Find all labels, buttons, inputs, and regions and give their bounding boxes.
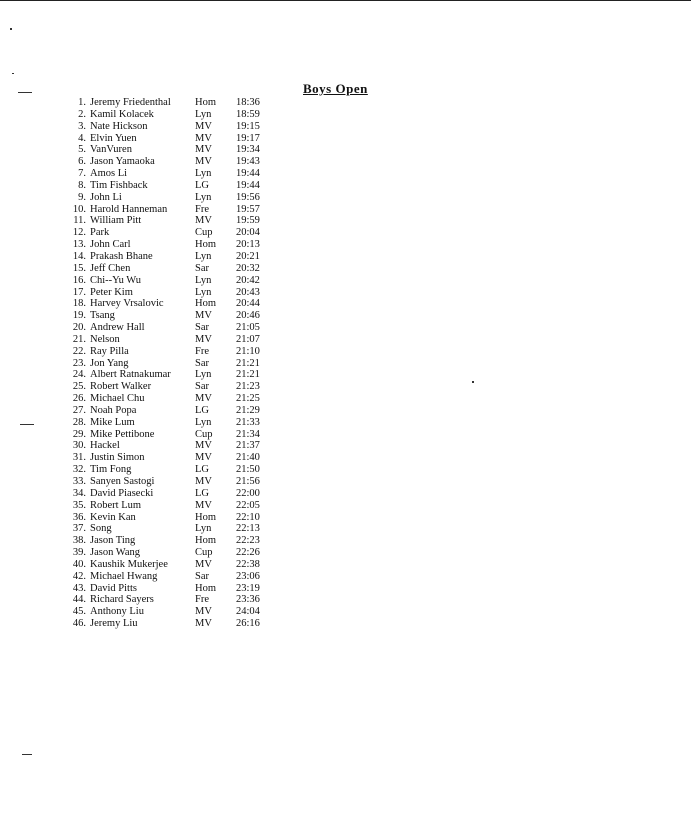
finish-time: 20:13 xyxy=(236,239,260,251)
place: 19. xyxy=(72,310,86,322)
place: 34. xyxy=(72,487,86,499)
page-title: Boys Open xyxy=(303,81,368,96)
finish-time: 19:43 xyxy=(236,156,260,168)
result-row xyxy=(66,156,296,168)
runner-name: Andrew Hall xyxy=(90,322,145,334)
runner-name: John Carl xyxy=(90,239,131,251)
result-row xyxy=(66,559,296,571)
school-code: MV xyxy=(195,499,212,511)
place: 5. xyxy=(78,144,86,156)
runner-name: Robert Lum xyxy=(90,499,142,511)
school-code: MV xyxy=(195,476,212,487)
place: 17. xyxy=(72,286,86,298)
school-code: Fre xyxy=(195,594,209,606)
finish-time: 21:05 xyxy=(236,322,260,334)
place: 9. xyxy=(78,191,86,203)
result-row xyxy=(66,97,296,109)
finish-time: 22:10 xyxy=(236,511,260,523)
school-code: Sar xyxy=(195,570,209,582)
result-row xyxy=(66,109,296,121)
finish-time: 18:36 xyxy=(236,97,260,108)
finish-time: 21:21 xyxy=(236,357,260,369)
runner-name: Elvin Yuen xyxy=(90,132,137,144)
runner-name: Prakash Bhane xyxy=(90,250,153,262)
school-code: Hom xyxy=(195,511,216,523)
result-row xyxy=(66,358,296,370)
place: 40. xyxy=(72,558,86,570)
finish-time: 19:57 xyxy=(236,203,260,215)
place: 23. xyxy=(72,357,86,369)
school-code: Sar xyxy=(195,381,209,393)
school-code: Hom xyxy=(195,582,216,594)
result-row xyxy=(66,417,296,429)
school-code: MV xyxy=(195,310,212,322)
runner-name: VanVuren xyxy=(90,144,132,156)
place: 21. xyxy=(72,333,86,345)
finish-time: 21:21 xyxy=(236,369,260,381)
school-code: MV xyxy=(195,452,212,464)
runner-name: Mike Pettibone xyxy=(90,428,155,440)
result-row xyxy=(66,346,296,358)
runner-name: Jason Ting xyxy=(90,535,136,547)
runner-name: Amos Li xyxy=(90,168,128,180)
result-row xyxy=(66,133,296,145)
school-code: MV xyxy=(195,215,212,227)
finish-time: 21:33 xyxy=(236,416,260,428)
scan-mark xyxy=(10,28,12,30)
school-code: Cup xyxy=(195,227,213,239)
finish-time: 23:36 xyxy=(236,594,260,606)
school-code: Hom xyxy=(195,535,216,547)
runner-name: Ray Pilla xyxy=(90,345,129,357)
place: 7. xyxy=(78,168,86,180)
finish-time: 22:00 xyxy=(236,487,260,499)
place: 36. xyxy=(72,511,86,523)
school-code: LG xyxy=(195,179,209,191)
runner-name: John Li xyxy=(90,191,122,203)
school-code: MV xyxy=(195,606,212,618)
result-row xyxy=(66,405,296,417)
place: 20. xyxy=(72,322,86,334)
finish-time: 19:59 xyxy=(236,215,260,227)
result-row xyxy=(66,583,296,595)
runner-name: Jason Wang xyxy=(90,547,140,559)
school-code: MV xyxy=(195,440,212,452)
place: 33. xyxy=(72,476,86,487)
runner-name: Tim Fishback xyxy=(90,179,148,191)
result-row xyxy=(66,322,296,334)
result-row xyxy=(66,251,296,263)
runner-name: Chi--Yu Wu xyxy=(90,274,142,286)
school-code: Lyn xyxy=(195,286,212,298)
school-code: MV xyxy=(195,333,212,345)
place: 42. xyxy=(72,570,86,582)
scan-mark xyxy=(22,754,32,755)
result-row xyxy=(66,393,296,405)
place: 11. xyxy=(73,215,86,227)
place: 25. xyxy=(72,381,86,393)
school-code: Lyn xyxy=(195,168,212,180)
school-code: Hom xyxy=(195,97,216,108)
place: 4. xyxy=(78,132,86,144)
place: 8. xyxy=(78,179,86,191)
runner-name: David Pitts xyxy=(90,582,137,594)
place: 18. xyxy=(72,298,86,310)
result-row xyxy=(66,144,296,156)
place: 1. xyxy=(78,97,86,108)
result-row xyxy=(66,440,296,452)
result-row xyxy=(66,429,296,441)
school-code: Fre xyxy=(195,345,209,357)
result-row xyxy=(66,227,296,239)
finish-time: 20:46 xyxy=(236,310,260,322)
runner-name: Robert Walker xyxy=(90,381,152,393)
school-code: Lyn xyxy=(195,191,212,203)
runner-name: Noah Popa xyxy=(90,404,137,416)
result-row xyxy=(66,298,296,310)
runner-name: Jeremy Friedenthal xyxy=(90,97,171,108)
runner-name: Richard Sayers xyxy=(90,594,154,606)
result-row xyxy=(66,464,296,476)
school-code: MV xyxy=(195,618,212,630)
finish-time: 19:15 xyxy=(236,120,260,132)
finish-time: 24:04 xyxy=(236,606,260,618)
scan-mark xyxy=(472,381,474,383)
runner-name: Kamil Kolacek xyxy=(90,108,154,120)
runner-name: Sanyen Sastogi xyxy=(90,476,155,487)
result-row xyxy=(66,287,296,299)
school-code: LG xyxy=(195,487,209,499)
result-row xyxy=(66,310,296,322)
runner-name: Kevin Kan xyxy=(90,511,136,523)
result-row xyxy=(66,618,296,630)
school-code: Sar xyxy=(195,262,209,274)
finish-time: 23:19 xyxy=(236,582,260,594)
result-row xyxy=(66,488,296,500)
finish-time: 22:13 xyxy=(236,523,260,535)
result-row xyxy=(66,452,296,464)
place: 46. xyxy=(72,618,86,630)
finish-time: 21:29 xyxy=(236,404,260,416)
place: 28. xyxy=(72,416,86,428)
place: 2. xyxy=(78,108,86,120)
school-code: LG xyxy=(195,464,209,476)
place: 29. xyxy=(72,428,86,440)
result-row xyxy=(66,500,296,512)
school-code: Lyn xyxy=(195,250,212,262)
place: 6. xyxy=(78,156,86,168)
place: 24. xyxy=(72,369,86,381)
place: 12. xyxy=(72,227,86,239)
runner-name: Mike Lum xyxy=(90,416,135,428)
result-row xyxy=(66,215,296,227)
place: 35. xyxy=(72,499,86,511)
runner-name: Park xyxy=(90,227,110,239)
runner-name: Hackel xyxy=(90,440,120,452)
school-code: Sar xyxy=(195,322,209,334)
runner-name: David Piasecki xyxy=(90,487,154,499)
finish-time: 21:37 xyxy=(236,440,260,452)
finish-time: 20:44 xyxy=(236,298,260,310)
scan-mark xyxy=(20,424,34,425)
runner-name: Tim Fong xyxy=(90,464,132,476)
school-code: Cup xyxy=(195,428,213,440)
school-code: MV xyxy=(195,144,212,156)
school-code: MV xyxy=(195,132,212,144)
runner-name: Song xyxy=(90,523,112,535)
school-code: MV xyxy=(195,558,212,570)
finish-time: 22:05 xyxy=(236,499,260,511)
place: 14. xyxy=(72,250,86,262)
runner-name: Jeremy Liu xyxy=(90,618,138,630)
finish-time: 19:44 xyxy=(236,168,260,180)
page-top-border xyxy=(0,0,691,1)
runner-name: Jon Yang xyxy=(90,357,129,369)
finish-time: 20:04 xyxy=(236,227,260,239)
finish-time: 26:16 xyxy=(236,618,260,630)
place: 26. xyxy=(72,393,86,405)
place: 32. xyxy=(72,464,86,476)
finish-time: 21:25 xyxy=(236,393,260,405)
place: 30. xyxy=(72,440,86,452)
result-row xyxy=(66,168,296,180)
result-row xyxy=(66,594,296,606)
scan-mark xyxy=(18,92,32,93)
result-row xyxy=(66,547,296,559)
school-code: MV xyxy=(195,156,212,168)
school-code: Fre xyxy=(195,203,209,215)
school-code: MV xyxy=(195,120,212,132)
finish-time: 21:50 xyxy=(236,464,260,476)
school-code: Hom xyxy=(195,239,216,251)
runner-name: Harold Hanneman xyxy=(90,203,168,215)
finish-time: 19:17 xyxy=(236,132,260,144)
finish-time: 21:23 xyxy=(236,381,260,393)
result-row xyxy=(66,192,296,204)
finish-time: 20:32 xyxy=(236,262,260,274)
place: 38. xyxy=(72,535,86,547)
runner-name: William Pitt xyxy=(90,215,142,227)
place: 16. xyxy=(72,274,86,286)
finish-time: 20:21 xyxy=(236,250,260,262)
place: 45. xyxy=(72,606,86,618)
school-code: Lyn xyxy=(195,523,212,535)
place: 22. xyxy=(72,345,86,357)
place: 27. xyxy=(72,404,86,416)
runner-name: Harvey Vrsalovic xyxy=(90,298,164,310)
result-row xyxy=(66,204,296,216)
result-row xyxy=(66,121,296,133)
school-code: MV xyxy=(195,393,212,405)
result-row xyxy=(66,571,296,583)
result-row xyxy=(66,523,296,535)
scan-mark xyxy=(12,73,14,74)
finish-time: 21:10 xyxy=(236,345,260,357)
place: 10. xyxy=(72,203,86,215)
runner-name: Tsang xyxy=(90,310,115,322)
place: 39. xyxy=(72,547,86,559)
place: 31. xyxy=(72,452,86,464)
result-row xyxy=(66,263,296,275)
result-row xyxy=(66,369,296,381)
place: 44. xyxy=(72,594,86,606)
runner-name: Albert Ratnakumar xyxy=(90,369,171,381)
school-code: Lyn xyxy=(195,369,212,381)
result-row xyxy=(66,476,296,488)
school-code: Lyn xyxy=(195,274,212,286)
runner-name: Kaushik Mukerjee xyxy=(90,558,168,570)
finish-time: 19:56 xyxy=(236,191,260,203)
finish-time: 22:23 xyxy=(236,535,260,547)
result-row xyxy=(66,512,296,524)
school-code: Sar xyxy=(195,357,209,369)
finish-time: 21:40 xyxy=(236,452,260,464)
result-row xyxy=(66,239,296,251)
result-row xyxy=(66,334,296,346)
runner-name: Justin Simon xyxy=(90,452,145,464)
runner-name: Nate Hickson xyxy=(90,120,148,132)
place: 15. xyxy=(72,262,86,274)
runner-name: Jason Yamaoka xyxy=(90,156,155,168)
finish-time: 23:06 xyxy=(236,570,260,582)
place: 43. xyxy=(72,582,86,594)
finish-time: 20:43 xyxy=(236,286,260,298)
finish-time: 21:07 xyxy=(236,333,260,345)
result-row xyxy=(66,381,296,393)
place: 3. xyxy=(78,120,86,132)
runner-name: Nelson xyxy=(90,333,120,345)
school-code: LG xyxy=(195,404,209,416)
school-code: Cup xyxy=(195,547,213,559)
runner-name: Peter Kim xyxy=(90,286,133,298)
school-code: Hom xyxy=(195,298,216,310)
result-row xyxy=(66,180,296,192)
finish-time: 19:34 xyxy=(236,144,260,156)
finish-time: 18:59 xyxy=(236,108,260,120)
school-code: Lyn xyxy=(195,108,212,120)
finish-time: 21:56 xyxy=(236,476,260,487)
runner-name: Michael Hwang xyxy=(90,570,158,582)
runner-name: Jeff Chen xyxy=(90,262,131,274)
runner-name: Michael Chu xyxy=(90,393,145,405)
place: 13. xyxy=(72,239,86,251)
runner-name: Anthony Liu xyxy=(90,606,144,618)
finish-time: 20:42 xyxy=(236,274,260,286)
finish-time: 19:44 xyxy=(236,179,260,191)
results-list xyxy=(66,97,296,630)
finish-time: 22:38 xyxy=(236,558,260,570)
finish-time: 21:34 xyxy=(236,428,260,440)
result-row xyxy=(66,535,296,547)
result-row xyxy=(66,606,296,618)
school-code: Lyn xyxy=(195,416,212,428)
result-row xyxy=(66,275,296,287)
place: 37. xyxy=(72,523,86,535)
finish-time: 22:26 xyxy=(236,547,260,559)
